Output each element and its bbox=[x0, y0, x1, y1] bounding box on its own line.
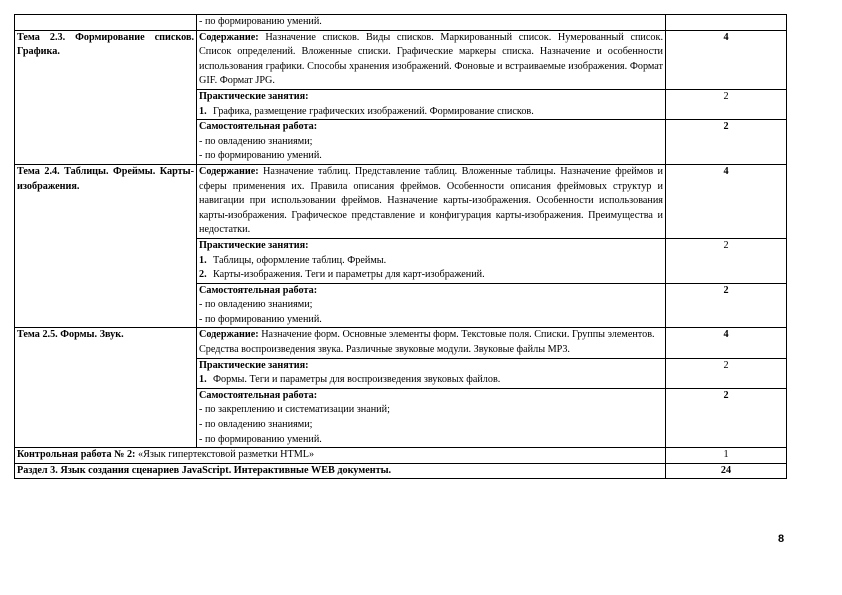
page-number: 8 bbox=[778, 533, 785, 545]
content-label: Содержание: bbox=[199, 329, 259, 341]
practice-item: 1. Таблицы, оформление таблиц. Фреймы. bbox=[199, 254, 387, 266]
practice-cell bbox=[197, 238, 666, 283]
section-3-title: Раздел 3. Язык создания сценариев JavaScript. Интерактивные WEB документы. bbox=[15, 463, 666, 479]
practice-item: 2. Карты-изображения. Теги и параметры для карт-изображений. bbox=[199, 269, 485, 281]
practice-label: Практические занятия: bbox=[199, 359, 309, 371]
hours-cell: 2 bbox=[666, 283, 787, 328]
curriculum-table bbox=[14, 14, 787, 479]
control-work-label: Контрольная работа № 2: bbox=[17, 449, 136, 461]
practice-item: 1. Формы. Теги и параметры для воспроизведения звуковых файлов. bbox=[199, 374, 501, 386]
content-cell bbox=[197, 328, 666, 358]
table-row bbox=[15, 164, 787, 238]
table-row bbox=[15, 15, 787, 31]
self-work-cell bbox=[197, 120, 666, 165]
self-work-item: - по формированию умений. bbox=[199, 313, 322, 325]
table-row bbox=[15, 463, 787, 479]
practice-cell bbox=[197, 89, 666, 119]
hours-cell: 24 bbox=[666, 463, 787, 479]
self-work-continuation bbox=[197, 15, 666, 31]
self-work-label: Самостоятельная работа: bbox=[199, 121, 318, 133]
content-cell bbox=[197, 164, 666, 238]
self-work-item: - по закреплению и систематизации знаний; bbox=[199, 404, 390, 416]
self-work-cell bbox=[197, 388, 666, 447]
table-row bbox=[15, 30, 787, 89]
content-text: Назначение таблиц. Представление таблиц. Вложенные таблицы. Назначение фреймов и сферы применения их. Правила описания фреймов. Особенности описания фреймовых структур и навигации при использовании фреймов. Назначение карты-изображения. Особенности использования карты-изображения. Графическое представление и конфигурация карты-изображения. Преимущества и недостатки. bbox=[199, 165, 663, 236]
topic-cell bbox=[15, 15, 197, 31]
hours-cell: 4 bbox=[666, 30, 787, 89]
hours-cell: 2 bbox=[666, 358, 787, 388]
hours-cell: 4 bbox=[666, 328, 787, 358]
self-work-item: - по овладению знаниями; bbox=[199, 135, 313, 147]
hours-cell: 4 bbox=[666, 164, 787, 238]
hours-cell: 2 bbox=[666, 238, 787, 283]
content-text: Назначение списков. Виды списков. Маркированный список. Нумерованный список. Список определений. Вложенные списки. Графические маркеры списка. Назначение и особенности использования графики. Способы хранения изображений. Фоновые и встраиваемые изображения. Формат GIF. Формат JPG. bbox=[199, 31, 663, 87]
hours-cell: 2 bbox=[666, 120, 787, 165]
content-cell bbox=[197, 30, 666, 89]
topic-2-5: Тема 2.5. Формы. Звук. bbox=[15, 328, 197, 448]
control-work-cell bbox=[15, 448, 666, 464]
practice-label: Практические занятия: bbox=[199, 90, 309, 102]
document-page bbox=[14, 14, 786, 479]
table-row bbox=[15, 448, 787, 464]
self-work-label: Самостоятельная работа: bbox=[199, 389, 318, 401]
self-work-item: - по формированию умений. bbox=[199, 150, 322, 162]
content-label: Содержание: bbox=[199, 165, 259, 177]
self-work-item: - по овладению знаниями; bbox=[199, 419, 313, 431]
self-work-item: - по формированию умений. bbox=[199, 16, 322, 27]
practice-item: 1. Графика, размещение графических изображений. Формирование списков. bbox=[199, 105, 534, 117]
self-work-cell bbox=[197, 283, 666, 328]
topic-2-4: Тема 2.4. Таблицы. Фреймы. Карты-изображения. bbox=[15, 164, 197, 328]
content-label: Содержание: bbox=[199, 31, 259, 43]
topic-2-3: Тема 2.3. Формирование списков. Графика. bbox=[15, 30, 197, 164]
practice-label: Практические занятия: bbox=[199, 239, 309, 251]
hours-cell: 2 bbox=[666, 89, 787, 119]
control-work-text: «Язык гипертекстовой разметки HTML» bbox=[135, 449, 315, 461]
hours-cell bbox=[666, 15, 787, 31]
hours-cell: 1 bbox=[666, 448, 787, 464]
self-work-item: - по формированию умений. bbox=[199, 433, 322, 445]
content-text: Назначение форм. Основные элементы форм. Текстовые поля. Списки. Группы элементов. Средства воспроизведения звука. Различные звуковые модули. Звуковые файлы MP3. bbox=[199, 329, 655, 356]
self-work-label: Самостоятельная работа: bbox=[199, 284, 318, 296]
table-row bbox=[15, 328, 787, 358]
hours-cell: 2 bbox=[666, 388, 787, 447]
self-work-item: - по овладению знаниями; bbox=[199, 299, 313, 311]
practice-cell bbox=[197, 358, 666, 388]
